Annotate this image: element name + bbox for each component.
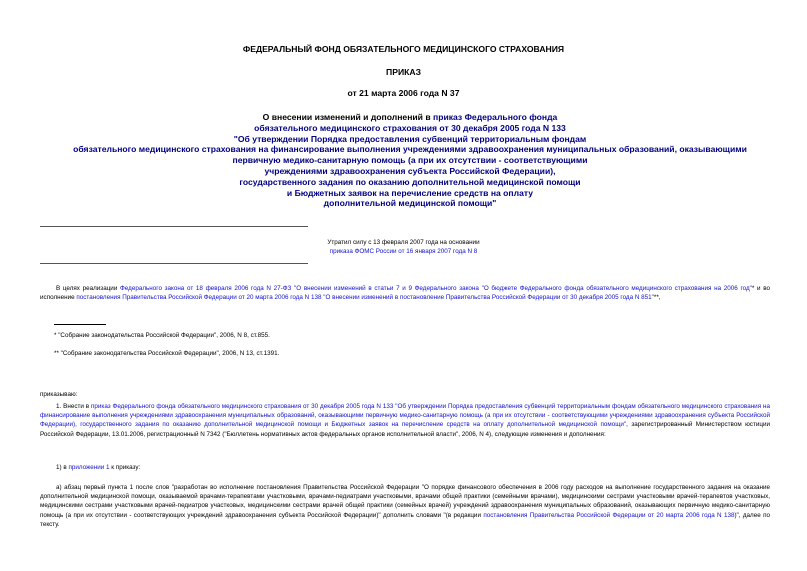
subitem-1-paragraph [40,463,770,472]
document-title [30,112,790,209]
title-line-9: дополнительной медицинской помощи" [323,198,497,209]
item-1-paragraph [40,402,770,439]
preamble-text-2: * и во исполнение [40,285,770,302]
subitem-a-text-2: )", далее по тексту. [40,511,770,528]
document-type: ПРИКАЗ [386,67,421,77]
footnote-1: * "Собрание законодательства Российской Федерации", 2006, N 8, ст.855. [54,332,270,339]
subitem-1-text-2: к приказу: [109,464,141,471]
title-order-link[interactable]: приказ Федерального фонда [433,112,558,122]
item-1-text-2: , зарегистрированный Министерством юстиции Российской Федерации, 13.01.2006, регистрационный N 7342 ("Бюллетень нормативных актов федеральных органов исполнительной власти", 2006, N 4), следующие изменения и дополнения: [40,421,770,438]
subitem-a-paragraph [40,483,770,529]
subitem-1-text-1: 1) в [56,464,69,471]
footnote-separator [54,324,106,325]
organization-heading: ФЕДЕРАЛЬНЫЙ ФОНД ОБЯЗАТЕЛЬНОГО МЕДИЦИНСКОГО СТРАХОВАНИЯ [242,44,565,54]
title-line-5: первичную медико-санитарную помощь (а при их отсутствии - соответствующими [232,155,588,166]
subitem-a-text-1: а) абзац первый пункта 1 после слов "разработан во исполнение постановления Правительства Российской Федерации "О порядке финансового обеспечения в 2006 году расходов на выполнение государственного задания на оказание дополнительной медицинской помощи, оказываемой врачами-терапевтами участковыми, врачами-педиатрами участковыми, врачами общей практики (семейными врачами), медицинскими сестрами участковыми врачей-терапевтов участковых, медицинскими сестрами участковыми врачей-педиатров участковых, медицинскими сестрами врачей общей практики (семейных врачей) учреждений здравоохранения муниципальных образований, оказывающих первичную медико-санитарную помощь (а при их отсутствии - соответствующих учреждений здравоохранения субъекта Российской Федерации)" дополнить словами "(в редакции [40,484,770,519]
orders-label: приказываю: [40,391,78,398]
title-line-4: обязательного медицинского страхования на финансирование выполнения учреждениями здравоохранения муниципальных образований, оказывающими [73,144,747,155]
resolution-138-link[interactable]: постановления Правительства Российской Федерации от 20 марта 2006 года N 138 [483,511,735,519]
separator-bottom [40,263,308,264]
preamble-text-1: В целях реализации [56,285,121,292]
preamble-text-3: **, [653,294,661,302]
status-note [0,238,807,256]
document-date: от 21 марта 2006 года N 37 [347,88,460,98]
status-line-1: Утратил силу с 13 февраля 2007 года на основании [327,239,480,246]
item-1-text-1: 1. Внести в [56,403,91,410]
federal-law-link[interactable]: Федерального закона от 18 февраля 2006 года N 27-ФЗ "О внесении изменений в статьи 7 и 9 Федерального закона "О бюджете Федерального фонда обязательного медицинского страхования на 2006 год" [120,285,752,292]
title-prefix: О внесении изменений и дополнений в [262,112,434,122]
title-line-6: учреждениями здравоохранения субъекта Российской Федерации), [264,165,556,176]
footnote-2: ** "Собрание законодательства Российской Федерации", 2006, N 13, ст.1391. [54,350,280,357]
title-line-3: "Об утверждении Порядка предоставления субвенций территориальным фондам [233,133,587,144]
government-resolution-link[interactable]: постановления Правительства Российской Федерации от 20 марта 2006 года N 138 "О внесении изменений в постановление Правительства Российской Федерации от 30 декабря 2005 года N 851" [76,294,654,302]
separator-top [40,226,308,227]
preamble-paragraph [40,284,770,302]
order-133-link[interactable]: приказ Федерального фонда обязательного медицинского страхования от 30 декабря 2005 года N 133 "Об утверждении Порядка предоставления субвенций территориальным фондам обязательного медицинского страхования на финансирование выполнения учреждениями здравоохранения муниципальных образований, оказывающими первичную медико-санитарную помощь (а при их отсутствии - соответствующими учреждениями здравоохранения субъекта Российской Федерации), государственного задания по оказанию дополнительной медицинской помощи и Бюджетных заявок на перечисление средств на оплату дополнительной медицинской помощи" [40,403,770,429]
title-line-2: обязательного медицинского страхования от 30 декабря 2005 года N 133 [254,122,566,133]
appendix-1-link[interactable]: приложении 1 [68,464,110,471]
title-line-8: и Бюджетных заявок на перечисление средств на оплату [286,187,534,198]
title-line-7: государственного задания по оказанию дополнительной медицинской помощи [239,176,581,187]
status-repeal-link[interactable]: приказа ФОМС России от 16 января 2007 года N 8 [329,248,478,255]
